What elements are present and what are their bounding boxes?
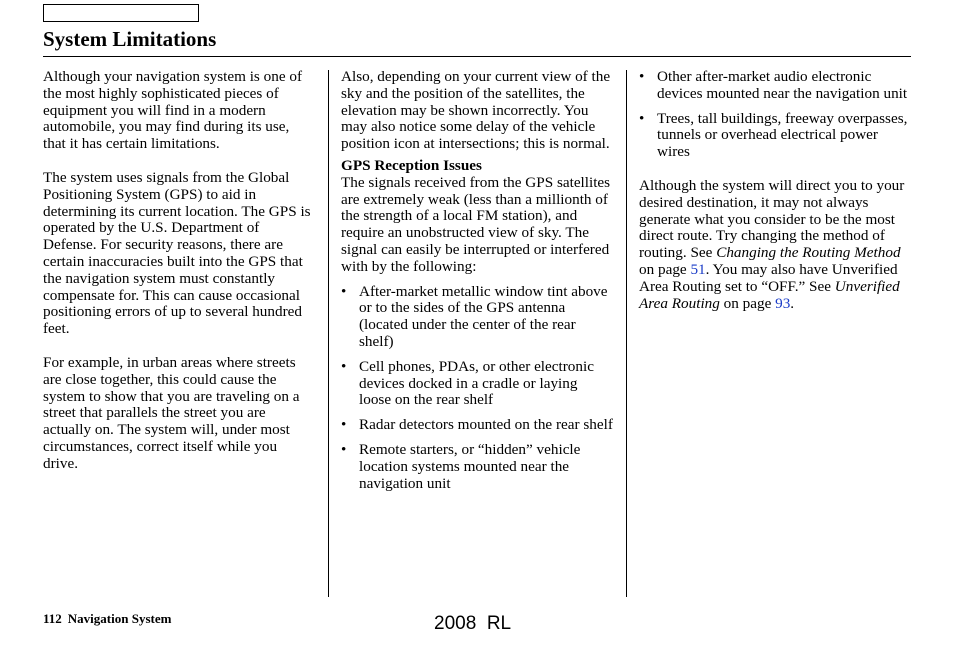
column-divider-1 bbox=[328, 70, 329, 597]
list-item-text: Remote starters, or “hidden” vehicle location systems mounted near the navigation unit bbox=[359, 440, 581, 492]
reference-changing-routing-method: Changing the Routing Method bbox=[716, 244, 901, 262]
list-item bbox=[639, 69, 911, 103]
bullet-icon: • bbox=[341, 416, 347, 434]
list-item bbox=[341, 442, 613, 492]
page-link-93[interactable]: 93 bbox=[775, 294, 791, 312]
reference-unverified-area-routing: Unverified Area Routing bbox=[639, 277, 900, 312]
subheading-gps-reception: GPS Reception Issues bbox=[341, 156, 482, 174]
routing-text: . You may also have Unverified Area Routing set to “OFF.” See bbox=[639, 260, 898, 295]
list-item-text: Radar detectors mounted on the rear shelf bbox=[359, 416, 613, 434]
interference-list-continued bbox=[639, 69, 911, 161]
routing-text: Although the system will direct you to your desired destination, it may not always generate what you consider to be the most direct route. Try changing the method of routing. See bbox=[639, 176, 905, 262]
column-divider-2 bbox=[626, 70, 627, 597]
routing-text: on page bbox=[639, 260, 691, 278]
routing-text: on page bbox=[719, 294, 776, 312]
footer-section-name: Navigation System bbox=[67, 611, 172, 626]
bullet-icon: • bbox=[341, 357, 347, 375]
bullet-icon: • bbox=[341, 282, 347, 300]
header-tab-box bbox=[43, 4, 199, 22]
column-1 bbox=[43, 69, 315, 473]
list-item-text: Trees, tall buildings, freeway overpasses, tunnels or overhead electrical power wires bbox=[657, 109, 908, 161]
bullet-icon: • bbox=[639, 109, 645, 127]
footer-model-year: 2008 RL bbox=[434, 613, 512, 634]
page-number: 112 bbox=[43, 611, 62, 626]
list-item bbox=[341, 284, 613, 351]
column-2 bbox=[341, 69, 613, 492]
column-3 bbox=[639, 69, 911, 312]
paragraph-elevation: Also, depending on your current view of the sky and the position of the satellites, the elevation may be shown incorrectly. You may also notice some delay of the vehicle position icon at intersections; this is normal. bbox=[341, 68, 611, 153]
list-item bbox=[639, 111, 911, 161]
paragraph-gps: The system uses signals from the Global Positioning System (GPS) to aid in determining its current location. The GPS is operated by the U.S. Department of Defense. For security reasons, there are certain inaccuracies built into the GPS that the navigation system must constantly compensate for. This can cause occasional positioning errors of up to several hundred feet. bbox=[43, 168, 311, 338]
footer-page-info bbox=[43, 611, 171, 627]
bullet-icon: • bbox=[341, 440, 347, 458]
paragraph-intro: Although your navigation system is one of the most highly sophisticated pieces of equipment you will find in a modern automobile, you may find during its use, that it has certain limitations. bbox=[43, 68, 303, 153]
page-title: System Limitations bbox=[43, 27, 217, 51]
paragraph-signals: The signals received from the GPS satellites are extremely weak (less than a millionth of the strength of a local FM station), and require an unobstructed view of sky. The signal can easily be interrupted or interfered with by the following: bbox=[341, 173, 611, 275]
bullet-icon: • bbox=[639, 68, 645, 85]
list-item-text: Other after-market audio electronic devices mounted near the navigation unit bbox=[657, 68, 908, 102]
interference-list bbox=[341, 284, 613, 493]
paragraph-example: For example, in urban areas where streets are close together, this could cause the system to show that you are traveling on a street that parallels the street you are actually on. The system will, under most circumstances, correct itself while you drive. bbox=[43, 353, 300, 472]
title-divider bbox=[43, 56, 911, 57]
list-item bbox=[341, 417, 613, 434]
list-item-text: Cell phones, PDAs, or other electronic devices docked in a cradle or laying loose on the rear shelf bbox=[359, 357, 594, 409]
paragraph-routing bbox=[639, 178, 911, 312]
list-item-text: After-market metallic window tint above or to the sides of the GPS antenna (located under the center of the rear shelf) bbox=[359, 282, 608, 350]
list-item bbox=[341, 359, 613, 409]
page-link-51[interactable]: 51 bbox=[690, 260, 706, 278]
routing-text: . bbox=[790, 294, 795, 312]
